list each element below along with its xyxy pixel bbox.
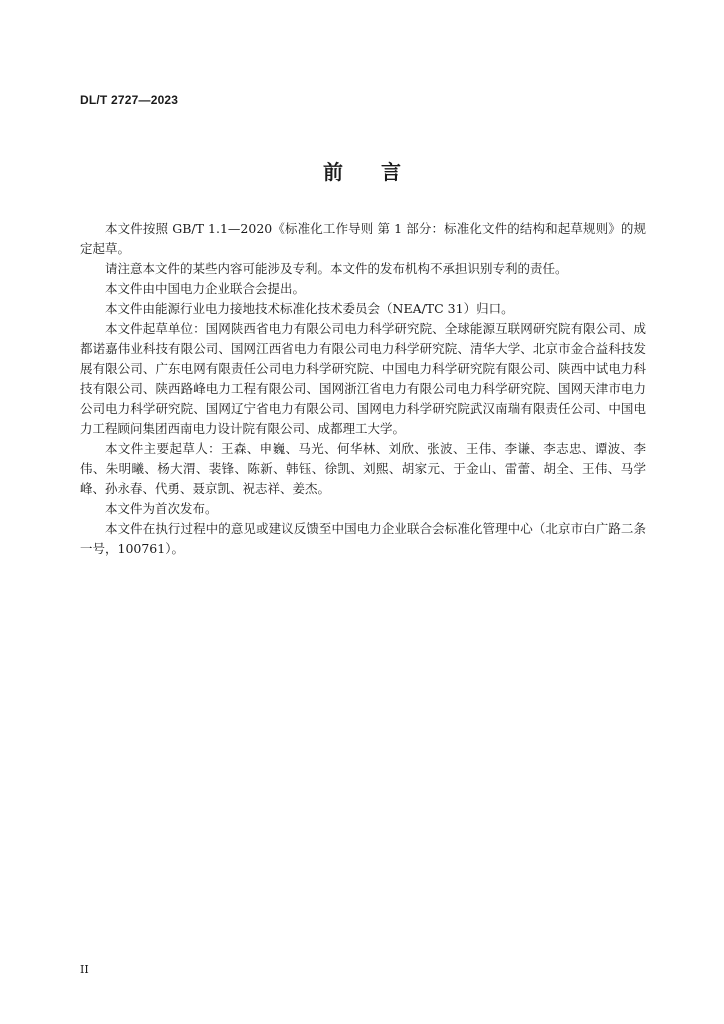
paragraph-feedback: 本文件在执行过程中的意见或建议反馈至中国电力企业联合会标准化管理中心（北京市白广路二条一号，100761）。 (80, 521, 646, 556)
paragraph-drafting-units: 本文件起草单位：国网陕西省电力有限公司电力科学研究院、全球能源互联网研究院有限公司、成都诺嘉伟业科技有限公司、国网江西省电力有限公司电力科学研究院、清华大学、北京市金合益科技发展有限公司、广东电网有限责任公司电力科学研究院、中国电力科学研究院有限公司、陕西中试电力科技有限公司、陕西路峰电力工程有限公司、国网浙江省电力有限公司电力科学研究院、国网天津市电力公司电力科学研究院、国网辽宁省电力有限公司、国网电力科学研究院武汉南瑞有限责任公司、中国电力工程顾问集团西南电力设计院有限公司、成都理工大学。 (80, 321, 646, 436)
paragraph-drafters: 本文件主要起草人：王森、申巍、马光、何华林、刘欣、张波、王伟、李谦、李志忠、谭波、李伟、朱明曦、杨大渭、裴锋、陈新、韩钰、徐凯、刘熙、胡家元、于金山、雷蕾、胡全、王伟、马学峰、孙永春、代勇、聂京凯、祝志祥、姜杰。 (80, 441, 646, 496)
paragraph-first-release: 本文件为首次发布。 (105, 501, 218, 516)
paragraph-drafting-rules: 本文件按照 GB/T 1.1—2020《标准化工作导则 第 1 部分：标准化文件的结构和起草规则》的规定起草。 (80, 221, 646, 256)
page-title: 前言 (323, 160, 439, 184)
page-number: II (80, 963, 89, 976)
paragraph-committee: 本文件由能源行业电力接地技术标准化技术委员会（NEA/TC 31）归口。 (105, 301, 514, 316)
document-code: DL/T 2727—2023 (80, 93, 179, 107)
paragraph-proposer: 本文件由中国电力企业联合会提出。 (105, 281, 306, 296)
foreword-body (80, 219, 646, 559)
paragraph-patent-notice: 请注意本文件的某些内容可能涉及专利。本文件的发布机构不承担识别专利的责任。 (105, 261, 568, 276)
